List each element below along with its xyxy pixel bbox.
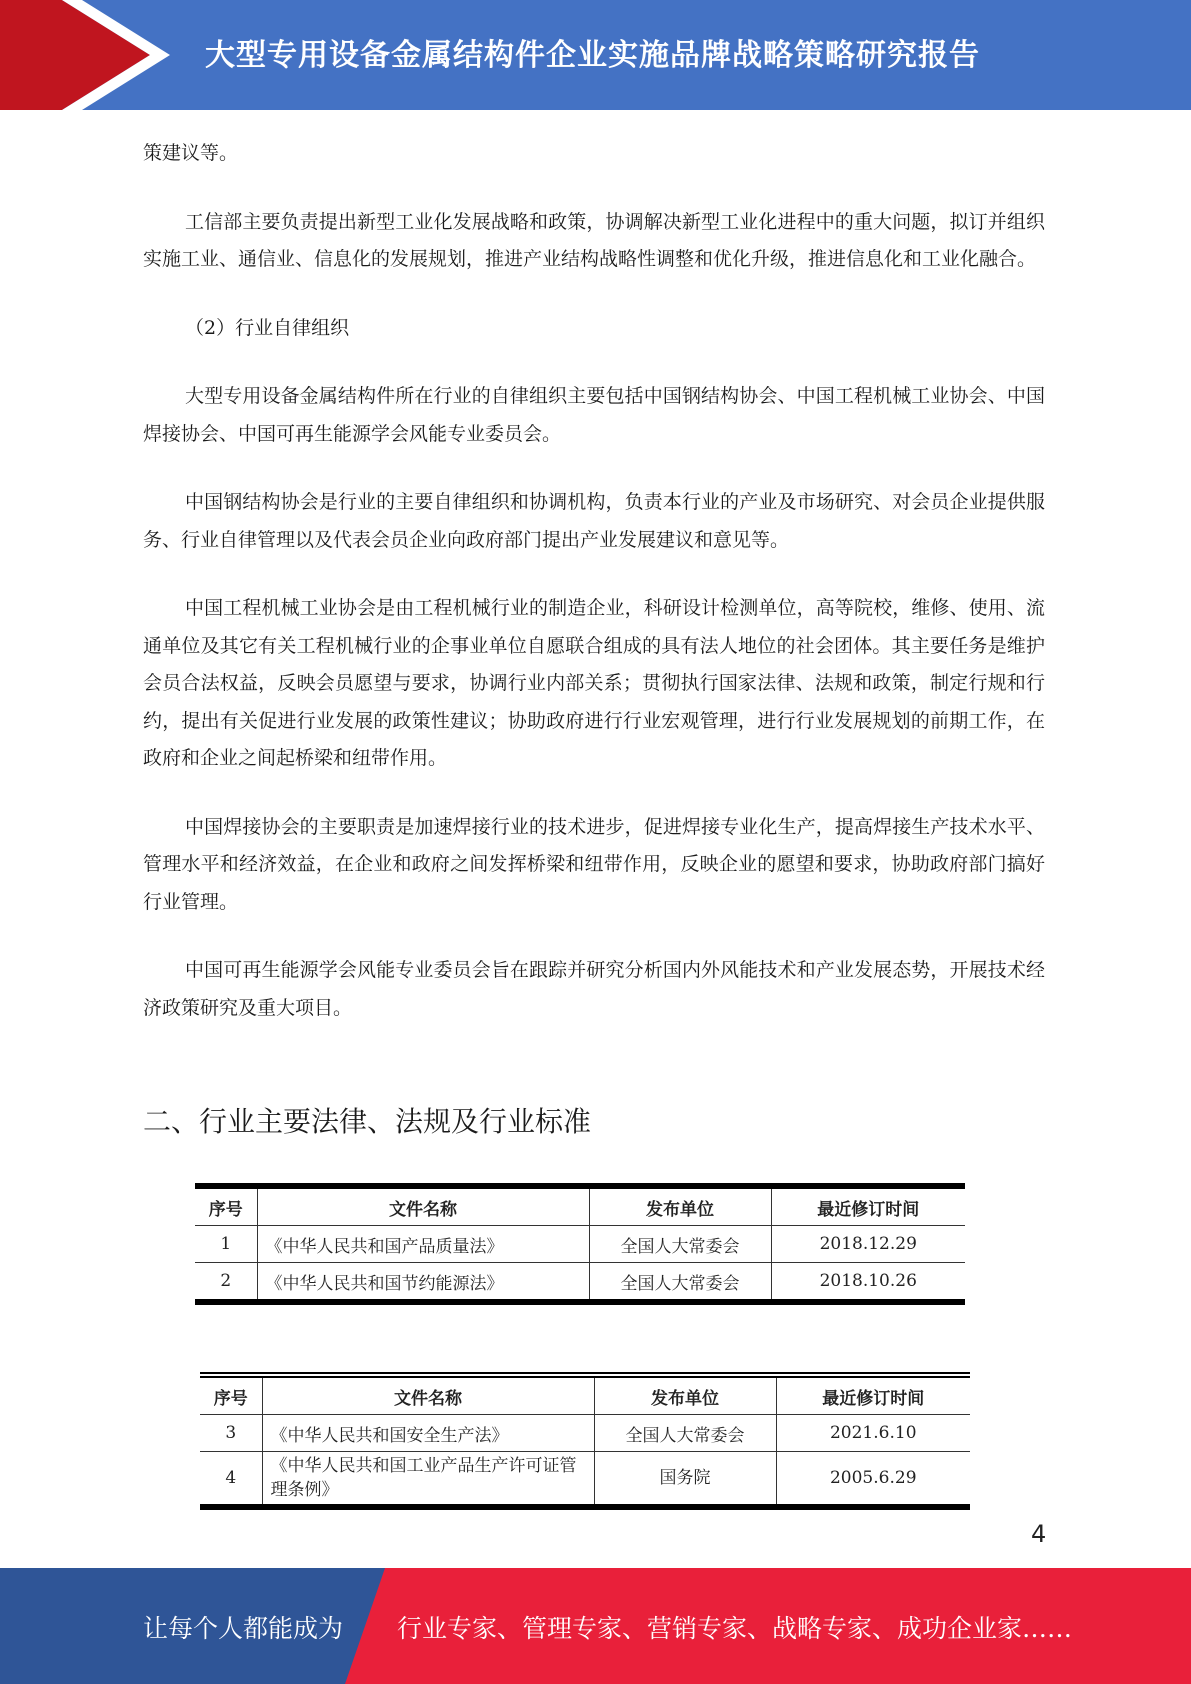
cell-publisher: 全国人大常委会: [589, 1263, 771, 1303]
paragraph-steel-association: 中国钢结构协会是行业的主要自律组织和协调机构，负责本行业的产业及市场研究、对会员企业提供服务、行业自律管理以及代表会员企业向政府部门提出产业发展建议和意见等。: [143, 491, 1045, 551]
header-no: 序号: [195, 1186, 257, 1226]
table-row: [200, 1452, 970, 1508]
cell-no: 3: [200, 1415, 262, 1452]
subheading-self-regulatory: （2）行业自律组织: [185, 316, 350, 339]
cell-publisher: 国务院: [594, 1452, 776, 1508]
header-revised: 最近修订时间: [776, 1375, 970, 1415]
cell-no: 2: [220, 1271, 232, 1291]
cell-no: 4: [225, 1468, 237, 1488]
cell-name: 《中华人民共和国安全生产法》: [262, 1415, 594, 1452]
section-heading: 二、行业主要法律、法规及行业标准: [143, 1105, 592, 1138]
paragraph-miit: 工信部主要负责提出新型工业化发展战略和政策，协调解决新型工业化进程中的重大问题，拟订并组织实施工业、通信业、信息化的发展规划，推进产业结构战略性调整和优化升级，推进信息化和工业化融合。: [143, 210, 1045, 270]
footer-slogan-left: 让每个人都能成为: [143, 1614, 344, 1643]
page-number: 4: [1031, 1520, 1047, 1548]
cell-name: 《中华人民共和国节约能源法》: [257, 1263, 589, 1303]
header-no: 序号: [200, 1375, 262, 1415]
footer-slogan-right: 行业专家、管理专家、营销专家、战略专家、成功企业家……: [397, 1614, 1073, 1643]
cell-revised: 2021.6.10: [776, 1415, 970, 1452]
table-header-row: [195, 1186, 965, 1226]
document-body: [143, 135, 1045, 1027]
cell-revised: 2018.12.29: [771, 1226, 965, 1263]
page-footer: [0, 1568, 1191, 1684]
header-name: 文件名称: [257, 1186, 589, 1226]
cell-no: 1: [195, 1226, 257, 1263]
cell-publisher: 全国人大常委会: [594, 1415, 776, 1452]
cell-revised: 2005.6.29: [776, 1452, 970, 1508]
page-header: [0, 0, 1191, 110]
table-row: [195, 1263, 965, 1303]
cell-revised: 2018.10.26: [771, 1263, 965, 1303]
paragraph-organizations: 大型专用设备金属结构件所在行业的自律组织主要包括中国钢结构协会、中国工程机械工业协会、中国焊接协会、中国可再生能源学会风能专业委员会。: [143, 385, 1045, 445]
table-row: [195, 1226, 965, 1263]
cell-name: 《中华人民共和国产品质量法》: [257, 1226, 589, 1263]
paragraph-wind-energy: 中国可再生能源学会风能专业委员会旨在跟踪并研究分析国内外风能技术和产业发展态势，开展技术经济政策研究及重大项目。: [143, 959, 1045, 1019]
paragraph-welding-association: 中国焊接协会的主要职责是加速焊接行业的技术进步，促进焊接专业化生产，提高焊接生产技术水平、管理水平和经济效益，在企业和政府之间发挥桥梁和纽带作用，反映企业的愿望和要求，协助政府部门搞好行业管理。: [143, 815, 1045, 913]
cell-publisher: 全国人大常委会: [589, 1226, 771, 1263]
header-publisher: 发布单位: [594, 1375, 776, 1415]
header-publisher: 发布单位: [589, 1186, 771, 1226]
header-name: 文件名称: [262, 1375, 594, 1415]
table-header-row: [200, 1375, 970, 1415]
paragraph-machinery-association: 中国工程机械工业协会是由工程机械行业的制造企业，科研设计检测单位，高等院校，维修、使用、流通单位及其它有关工程机械行业的企事业单位自愿联合组成的具有法人地位的社会团体。其主要任务是维护会员合法权益，反映会员愿望与要求，协调行业内部关系；贯彻执行国家法律、法规和政策，制定行规和行约，提出有关促进行业发展的政策性建议；协助政府进行行业宏观管理，进行行业发展规划的前期工作，在政府和企业之间起桥梁和纽带作用。: [143, 597, 1045, 769]
laws-table-2: [200, 1372, 970, 1510]
cell-name: 《中华人民共和国工业产品生产许可证管理条例》: [262, 1452, 594, 1508]
laws-table-1: [195, 1183, 965, 1305]
header-revised: 最近修订时间: [771, 1186, 965, 1226]
paragraph-continuation: 策建议等。: [143, 142, 239, 164]
report-title: 大型专用设备金属结构件企业实施品牌战略策略研究报告: [205, 38, 980, 73]
table-row: [200, 1415, 970, 1452]
